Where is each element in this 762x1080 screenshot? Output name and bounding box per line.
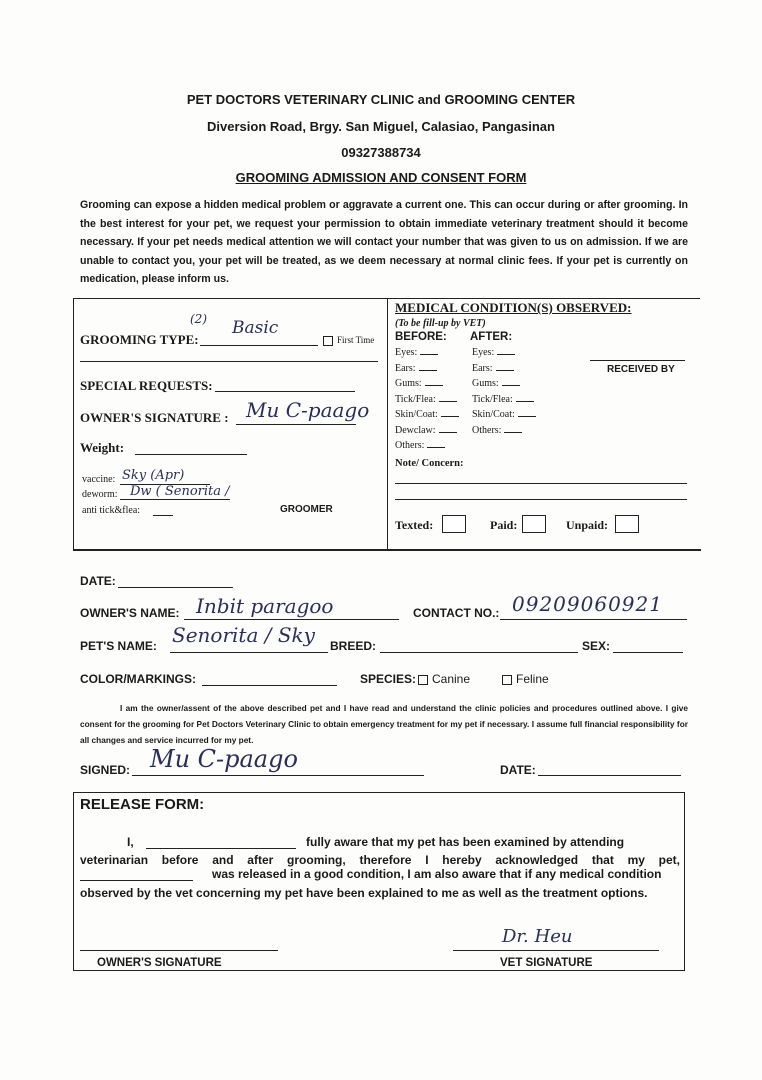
breed-line[interactable]	[380, 652, 578, 653]
paid-box[interactable]	[522, 515, 546, 533]
vet-sig-label: VET SIGNATURE	[500, 957, 593, 969]
checklist-blank[interactable]	[439, 401, 457, 402]
checklist-label: Ears:	[395, 362, 416, 374]
before-item	[395, 409, 459, 420]
release-line1-end: fully aware that my pet has been examined by attending	[306, 835, 625, 849]
owner-signature-line	[236, 424, 356, 425]
checklist-label: Gums:	[395, 378, 422, 389]
deworm-line	[120, 499, 230, 500]
owner-sig-line[interactable]	[80, 950, 278, 951]
before-item	[395, 363, 437, 374]
pet-name-line	[170, 652, 328, 653]
special-requests-line	[215, 391, 355, 392]
checklist-label: Skin/Coat:	[395, 409, 438, 420]
signed-label: SIGNED:	[80, 763, 131, 777]
first-time-option[interactable]	[323, 335, 374, 346]
owner-signature-label: OWNER'S SIGNATURE :	[80, 410, 229, 425]
before-item	[395, 347, 438, 358]
grooming-type-line-2	[80, 361, 378, 362]
after-item	[472, 347, 515, 358]
texted-label: Texted:	[395, 518, 434, 532]
grooming-type-label: GROOMING TYPE:	[80, 332, 199, 347]
deworm-value[interactable]: Dw ( Senorita /	[130, 484, 230, 499]
tickflea-line	[153, 515, 173, 516]
paid-label: Paid:	[490, 518, 518, 532]
special-requests-label: SPECIAL REQUESTS:	[80, 378, 213, 393]
owner-name-value[interactable]: Inbit paragoo	[196, 594, 334, 618]
consent-date-line[interactable]	[538, 775, 681, 776]
color-label: COLOR/MARKINGS:	[80, 672, 196, 686]
contact-label: CONTACT NO.:	[413, 606, 500, 620]
feline-checkbox[interactable]	[502, 675, 512, 685]
release-line2: veterinarian before and after grooming, therefore I hereby acknowledged that my pet,	[80, 853, 680, 867]
received-by-label: RECEIVED BY	[607, 364, 675, 375]
vet-sig-line	[453, 950, 659, 951]
received-by-line	[590, 360, 685, 361]
table-divider	[387, 298, 388, 549]
medical-subtitle: (To be fill-up by VET)	[395, 318, 486, 329]
date-line[interactable]	[118, 587, 233, 588]
groomer-label: GROOMER	[280, 504, 333, 515]
owner-signature-value[interactable]: Mu C-paago	[246, 398, 370, 422]
owner-name-line	[184, 619, 399, 620]
checklist-blank[interactable]	[516, 401, 534, 402]
canine-option[interactable]	[418, 672, 470, 686]
pet-name-value[interactable]: Senorita / Sky	[172, 623, 315, 647]
contact-line	[500, 619, 687, 620]
before-item	[395, 425, 457, 436]
deworm-label: deworm:	[82, 489, 118, 500]
vet-sig-value[interactable]: Dr. Heu	[502, 926, 573, 947]
consent-date-label: DATE:	[500, 763, 536, 777]
checklist-label: Tick/Flea:	[395, 393, 436, 405]
checklist-blank[interactable]	[497, 354, 515, 355]
date-label: DATE:	[80, 574, 116, 588]
checklist-label: Others:	[395, 440, 425, 451]
checklist-blank[interactable]	[425, 385, 443, 386]
checklist-blank[interactable]	[427, 447, 445, 448]
checklist-label: Others:	[472, 424, 502, 436]
clinic-phone: 09327388734	[341, 145, 421, 160]
form-title: GROOMING ADMISSION AND CONSENT FORM	[235, 170, 527, 185]
species-label: SPECIES:	[360, 672, 417, 686]
signed-line	[132, 775, 424, 776]
first-time-label: First Time	[337, 335, 375, 345]
clinic-address: Diversion Road, Brgy. San Miguel, Calasiao, Pangasinan	[207, 119, 555, 134]
checklist-label: Tick/Flea:	[472, 393, 513, 405]
checklist-label: Ears:	[472, 362, 493, 374]
release-pet-name-line[interactable]	[80, 880, 193, 881]
checklist-blank[interactable]	[420, 354, 438, 355]
after-item	[472, 409, 536, 420]
grooming-type-note: (2)	[190, 312, 207, 326]
before-item	[395, 440, 445, 451]
checklist-blank[interactable]	[518, 416, 536, 417]
checklist-blank[interactable]	[504, 432, 522, 433]
checklist-label: Eyes:	[395, 347, 418, 358]
release-owner-name-line[interactable]	[146, 848, 296, 849]
medical-title: MEDICAL CONDITION(S) OBSERVED:	[395, 300, 632, 315]
checklist-label: Skin/Coat:	[472, 409, 515, 420]
feline-option[interactable]	[502, 672, 549, 686]
after-label: AFTER:	[470, 331, 513, 343]
table-bottom-line	[73, 549, 701, 551]
vaccine-label: vaccine:	[82, 474, 116, 485]
release-line3: was released in a good condition, I am also aware that if any medical condition	[212, 867, 662, 881]
unpaid-label: Unpaid:	[566, 518, 609, 532]
checklist-blank[interactable]	[419, 370, 437, 371]
weight-line	[135, 454, 247, 455]
color-line[interactable]	[202, 685, 337, 686]
after-item	[472, 425, 522, 436]
note-line-2[interactable]	[395, 499, 687, 500]
after-item	[472, 394, 534, 405]
signed-value[interactable]: Mu C-paago	[150, 745, 298, 773]
after-item	[472, 378, 520, 389]
before-item	[395, 394, 457, 405]
weight-label: Weight:	[80, 440, 125, 455]
tickflea-label: anti tick&flea:	[82, 505, 141, 516]
checklist-label: Eyes:	[472, 347, 495, 358]
feline-label: Feline	[516, 672, 549, 686]
release-line4: observed by the vet concerning my pet have been explained to me as well as the treatment options.	[80, 886, 648, 900]
owner-name-label: OWNER'S NAME:	[80, 606, 180, 620]
checklist-blank[interactable]	[441, 416, 459, 417]
checklist-label: Gums:	[472, 378, 499, 389]
grooming-type-line	[200, 345, 318, 346]
note-line-1[interactable]	[395, 483, 687, 484]
grooming-type-value[interactable]: Basic	[232, 318, 279, 338]
before-item	[395, 378, 443, 389]
canine-checkbox[interactable]	[418, 675, 428, 685]
after-item	[472, 363, 514, 374]
pet-name-label: PET'S NAME:	[80, 639, 157, 653]
release-box	[73, 792, 685, 971]
first-time-checkbox[interactable]	[323, 336, 333, 346]
texted-box[interactable]	[442, 515, 466, 533]
breed-label: BREED:	[330, 639, 377, 653]
vaccine-value[interactable]: Sky (Apr)	[122, 468, 185, 483]
owner-sig-label: OWNER'S SIGNATURE	[97, 957, 222, 969]
checklist-blank[interactable]	[496, 370, 514, 371]
checklist-blank[interactable]	[439, 432, 457, 433]
unpaid-box[interactable]	[615, 515, 639, 533]
release-line1-start: I,	[127, 835, 134, 849]
contact-value[interactable]: 09209060921	[512, 592, 663, 616]
release-title: RELEASE FORM:	[80, 796, 205, 813]
note-label: Note/ Concern:	[395, 458, 464, 469]
before-label: BEFORE:	[395, 331, 447, 343]
consent-paragraph: I am the owner/assent of the above described pet and I have read and understand the clinic policies and procedures outlined above. I give consent for the grooming for Pet Doctors Veterinary Clinic to obtain emergency treatment for my pet if necessary. I assume full financial responsibility for all changes and service incurred for my pet.	[80, 703, 688, 745]
canine-label: Canine	[432, 672, 471, 686]
sex-line[interactable]	[613, 652, 683, 653]
clinic-name: PET DOCTORS VETERINARY CLINIC and GROOMING CENTER	[186, 92, 576, 107]
checklist-blank[interactable]	[502, 385, 520, 386]
sex-label: SEX:	[582, 639, 611, 653]
checklist-label: Dewclaw:	[395, 424, 436, 436]
intro-paragraph: Grooming can expose a hidden medical problem or aggravate a current one. This can occur during or after grooming. In the best interest for your pet, we request your permission to obtain immediate veterinary treatment should it become necessary. If your pet needs medical attention we will contact your number that was given to us on admission. If we are unable to contact you, your pet will be treated, as we deem necessary at normal clinic fees. If your pet is currently on medication, please inform us.	[80, 199, 688, 285]
